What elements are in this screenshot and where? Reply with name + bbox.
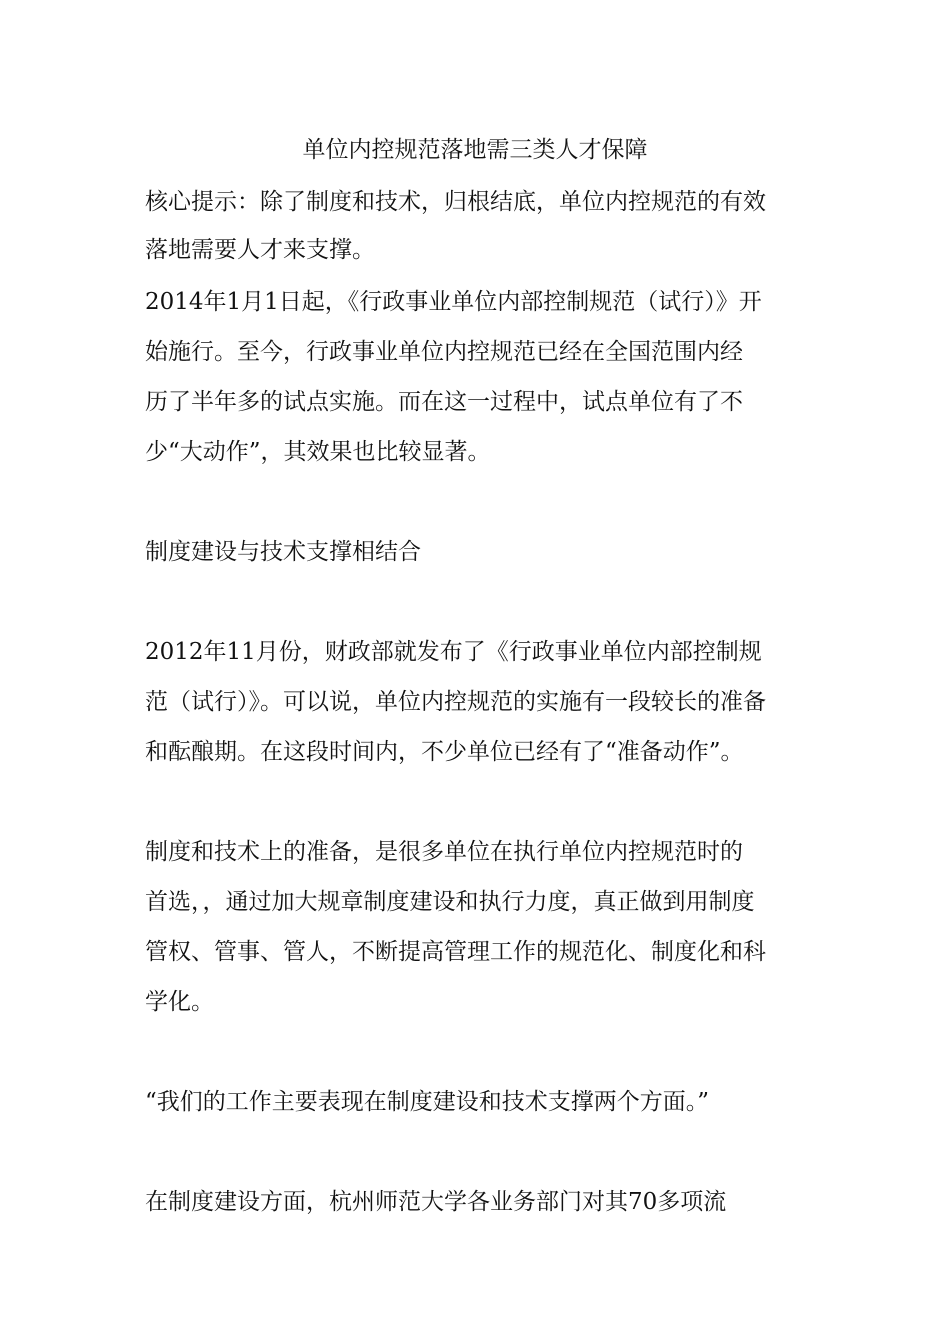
section-heading: 制度建设与技术支撑相结合 [145, 539, 421, 565]
text-line: 核心提示：除了制度和技术，归根结底，单位内控规范的有效 [145, 189, 766, 215]
text-line: 学化。 [145, 989, 214, 1015]
text-line: 首选，，通过加大规章制度建设和执行力度，真正做到用制度 [145, 889, 755, 915]
text-line: 始施行。至今，行政事业单位内控规范已经在全国范围内经 [145, 339, 743, 365]
text-line: 历了半年多的试点实施。而在这一过程中，试点单位有了不 [145, 389, 743, 415]
text-line: 和酝酿期。在这段时间内，不少单位已经有了“准备动作”。 [145, 739, 744, 765]
quote-line: “我们的工作主要表现在制度建设和技术支撑两个方面。” [145, 1089, 710, 1115]
text-line: 在制度建设方面，杭州师范大学各业务部门对其70多项流 [145, 1189, 727, 1215]
text-line: 范（试行）》。可以说，单位内控规范的实施有一段较长的准备 [145, 689, 766, 715]
text-line: 2014年1月1日起，《行政事业单位内部控制规范（试行）》开 [145, 289, 762, 315]
text-line: 制度和技术上的准备，是很多单位在执行单位内控规范时的 [145, 839, 743, 865]
text-line: 少“大动作”，其效果也比较显著。 [145, 439, 491, 465]
text-line: 2012年11月份，财政部就发布了《行政事业单位内部控制规 [145, 639, 762, 665]
text-line: 落地需要人才来支撑。 [145, 237, 375, 263]
text-line: 管权、管事、管人，不断提高管理工作的规范化、制度化和科 [145, 939, 766, 965]
document-title: 单位内控规范落地需三类人才保障 [302, 137, 648, 163]
